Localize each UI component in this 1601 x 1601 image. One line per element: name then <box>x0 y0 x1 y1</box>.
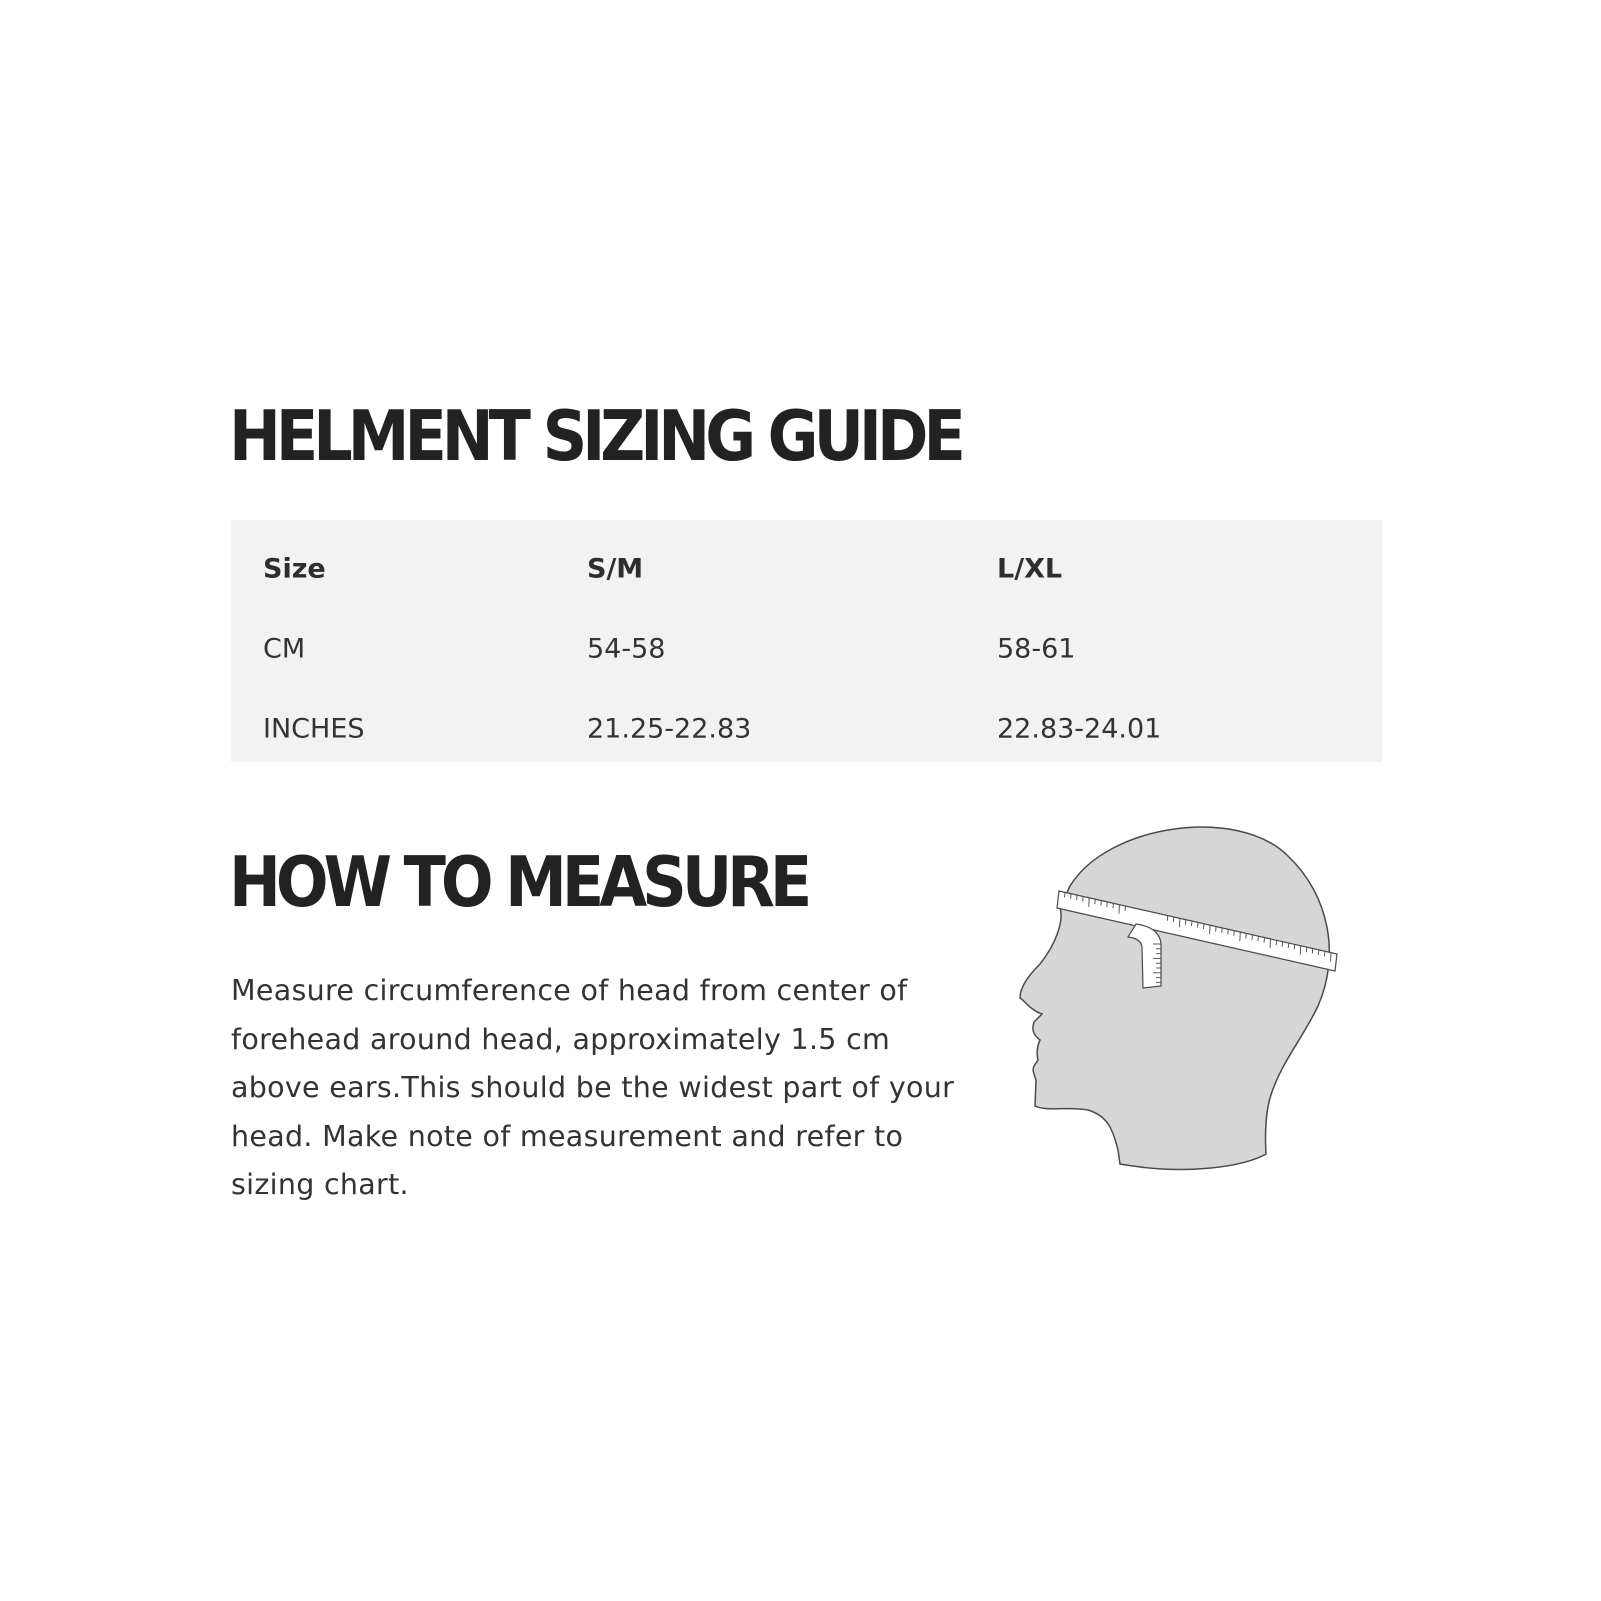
table-row <box>231 609 1382 689</box>
table-header-row <box>231 529 1382 609</box>
sizing-guide-title: HELMENT SIZING GUIDE <box>229 395 961 478</box>
sizing-table <box>231 520 1382 762</box>
cell-cm-sm: 54-58 <box>587 633 666 665</box>
table-row <box>231 689 1382 769</box>
how-to-measure-title: HOW TO MEASURE <box>229 841 808 924</box>
head-measuring-tape-icon <box>1018 816 1348 1186</box>
cell-cm-lxl: 58-61 <box>997 633 1076 665</box>
row-label-inches: INCHES <box>263 713 365 745</box>
header-cell-size: Size <box>263 553 326 585</box>
head-silhouette <box>1020 827 1329 1169</box>
cell-inches-lxl: 22.83-24.01 <box>997 713 1162 745</box>
row-label-cm: CM <box>263 633 306 665</box>
cell-inches-sm: 21.25-22.83 <box>587 713 752 745</box>
header-cell-sm: S/M <box>587 553 644 585</box>
header-cell-lxl: L/XL <box>997 553 1063 585</box>
measure-instructions: Measure circumference of head from center of forehead around head, approximately 1.5 cm above ears.This should be the widest part of your head. Make note of measurement and refer to sizing chart. <box>231 974 955 1201</box>
